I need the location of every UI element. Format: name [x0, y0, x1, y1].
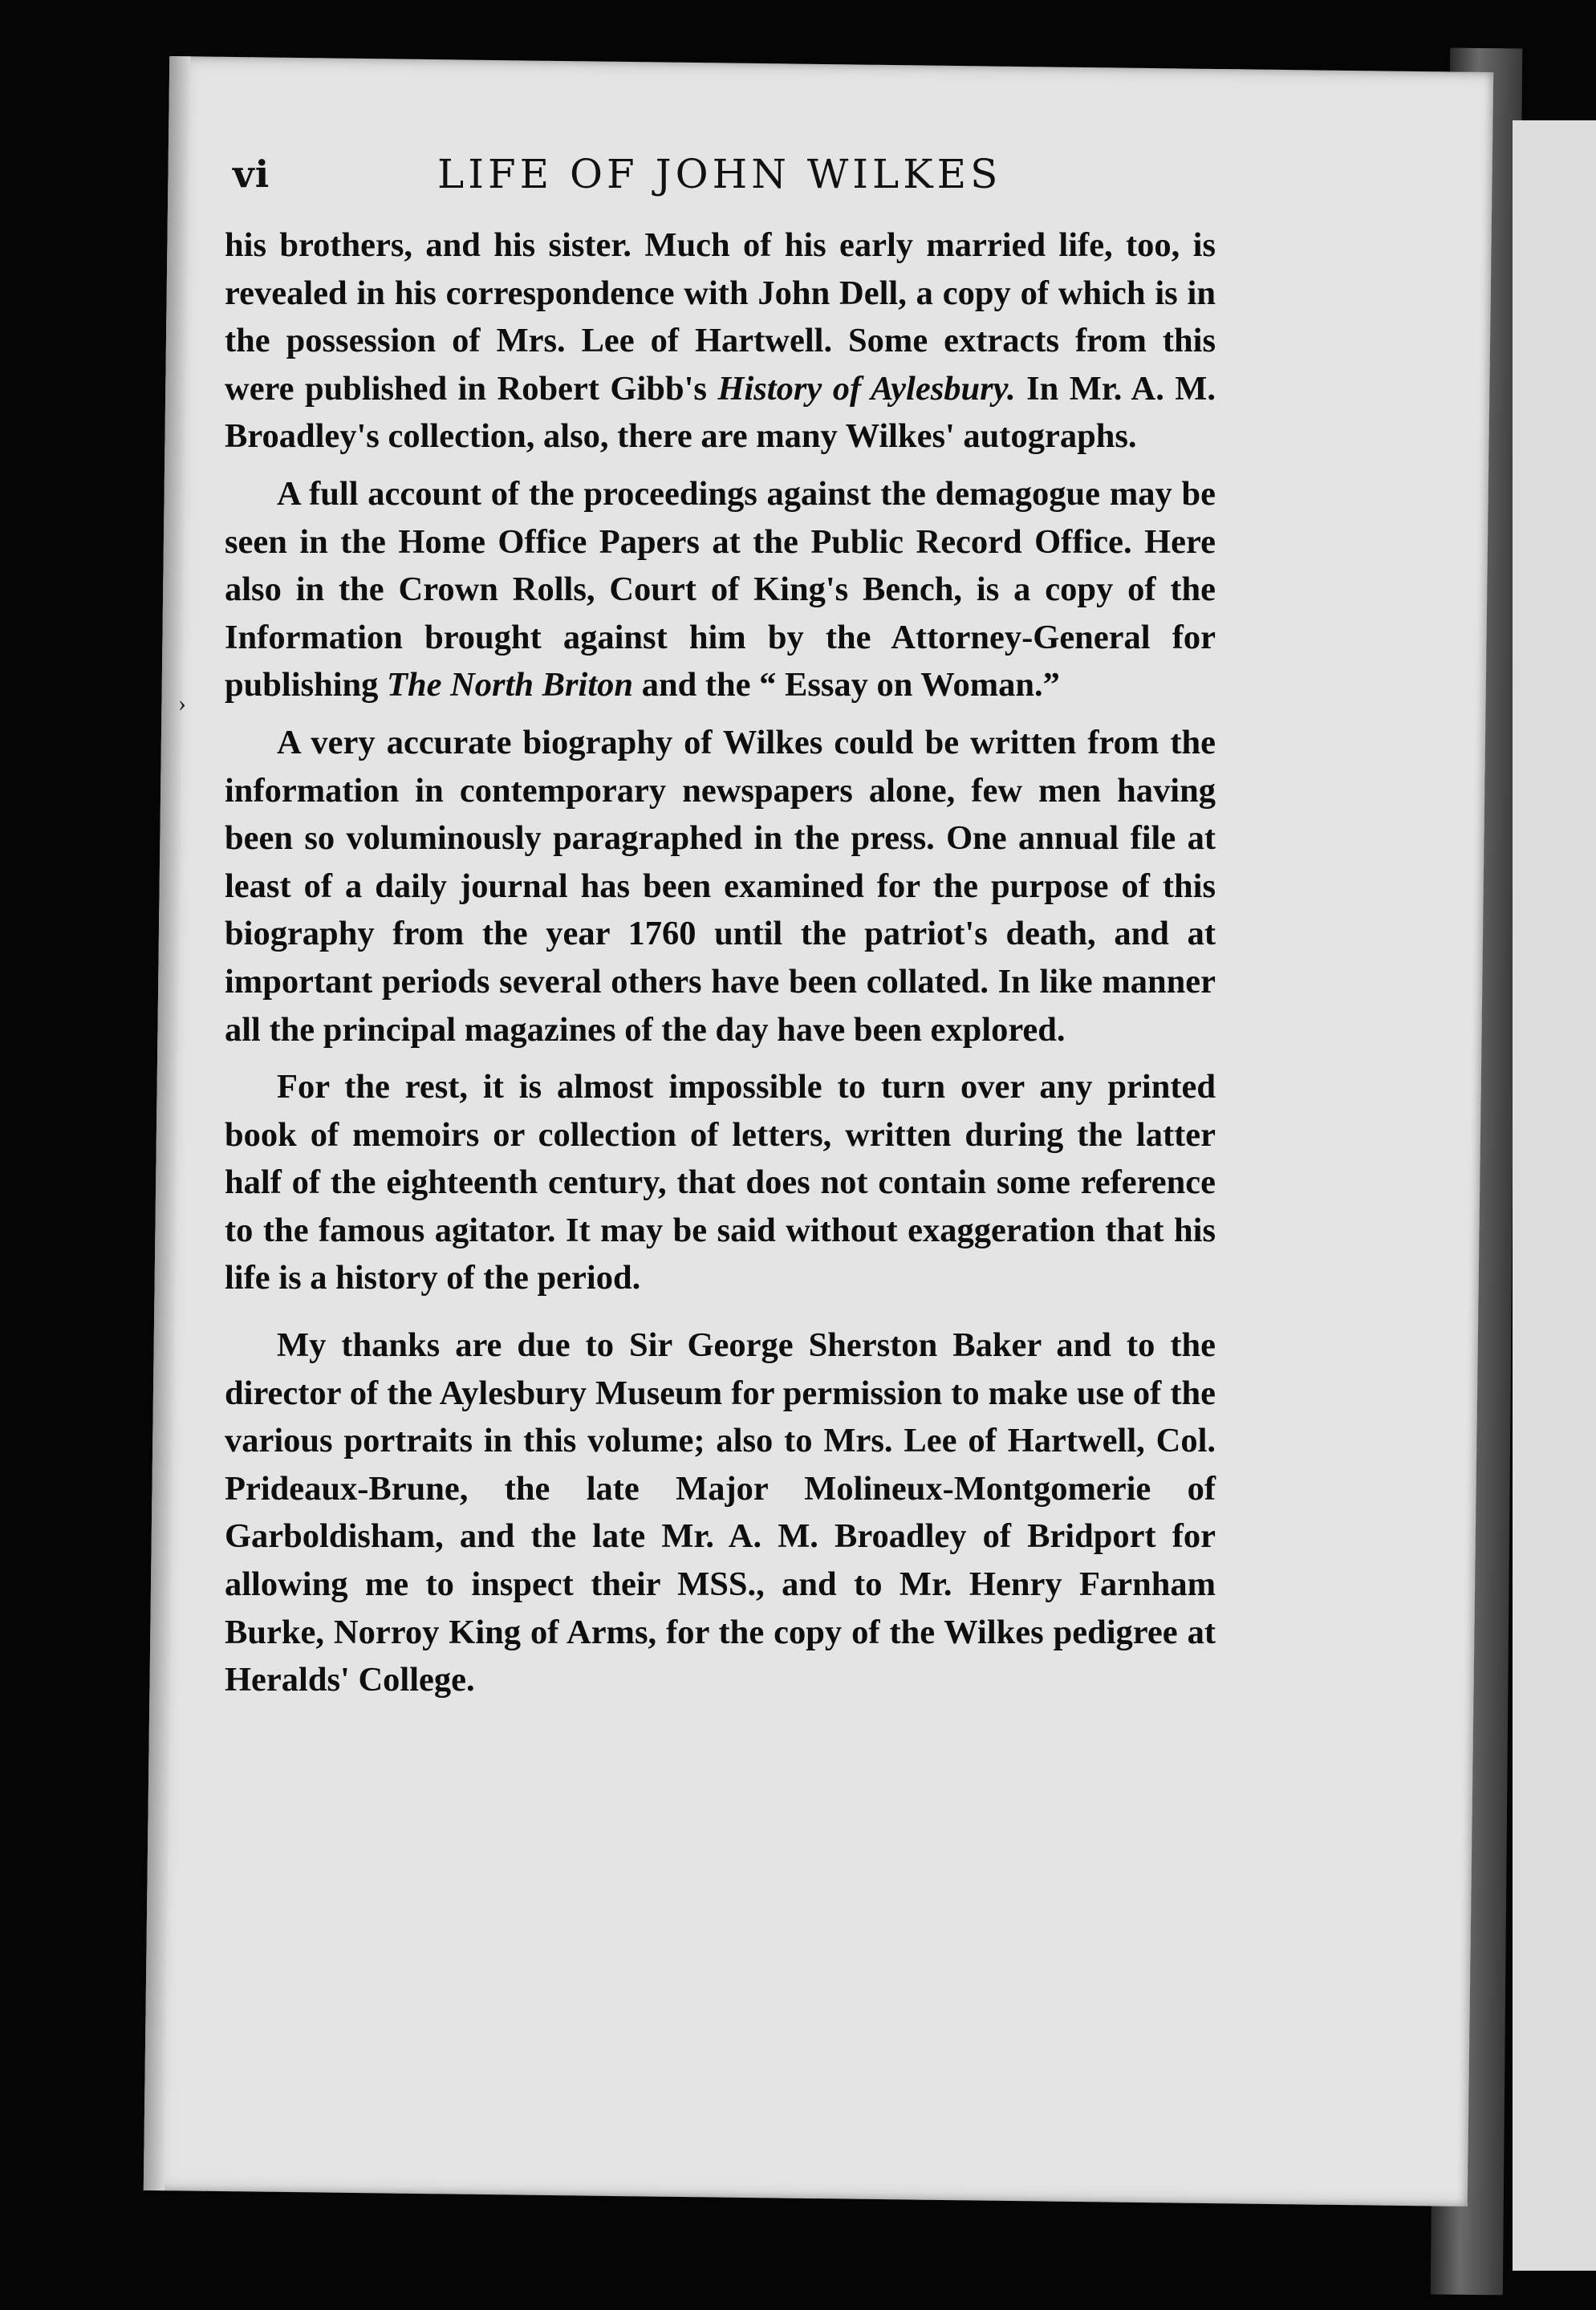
- page-number: vi: [233, 152, 270, 196]
- running-head: [233, 144, 1196, 217]
- paragraph-2-text-b: and the “ Essay on Woman.”: [633, 666, 1060, 704]
- paragraph-1-text-b: In Mr. A. M. Broadley's collection, also, there are many Wilkes' autographs.: [225, 369, 1216, 456]
- body-text: [225, 221, 1216, 1714]
- page-gutter-shadow: [144, 56, 190, 2190]
- paragraph-2: [225, 470, 1216, 709]
- paragraph-3: A very accurate biography of Wilkes could be written from the information in contemporary newspapers alone, few men having been so voluminously paragraphed in the press. One annual file at least of a daily journal has been examined for the purpose of this biography from the year 1760 until the patriot's death, and at important periods several others have been collated. In like manner all the principal magazines of the day have been explored.: [225, 723, 1216, 1049]
- paragraph-1: [225, 221, 1216, 461]
- paragraph-4: For the rest, it is almost impossible to turn over any printed book of memoirs or collection of letters, written during the latter half of the eighteenth century, that does not contain some reference to the famous agitator. It may be said without exaggeration that his life is a history of the period.: [225, 1068, 1216, 1297]
- paragraph-5: My thanks are due to Sir George Sherston Baker and to the director of the Aylesbury Museum for permission to make use of the various portraits in this volume; also to Mrs. Lee of Hartwell, Col. Prideaux-Brune, the late Major Molineux-Montgomerie of Garboldisham, and the late Mr. A. M. Broadley of Bridport for allowing me to inspect their MSS., and to Mr. Henry Farnham Burke, Norroy King of Arms, for the copy of the Wilkes pedigree at Heralds' College.: [225, 1326, 1216, 1699]
- margin-mark: ›: [178, 690, 186, 717]
- paragraph-2-text-a: A full account of the proceedings against the demagogue may be seen in the Home Office Papers at the Public Record Office. Here also in the Crown Rolls, Court of King's Bench, is a copy of the Information brought against him by the Attorney-General for publishing: [225, 474, 1216, 704]
- paragraph-1-text-a: his brothers, and his sister. Much of his early married life, too, is revealed in his correspondence with John Dell, a copy of which is in the possession of Mrs. Lee of Hartwell. Some extracts from this were published in Robert Gibb's: [225, 226, 1216, 408]
- running-title: LIFE OF JOHN WILKES: [437, 151, 1002, 197]
- book-title-history-of-aylesbury: History of Aylesbury.: [717, 369, 1016, 408]
- facing-page-edge: [1513, 120, 1596, 2271]
- periodical-title-north-briton: The North Briton: [387, 666, 634, 704]
